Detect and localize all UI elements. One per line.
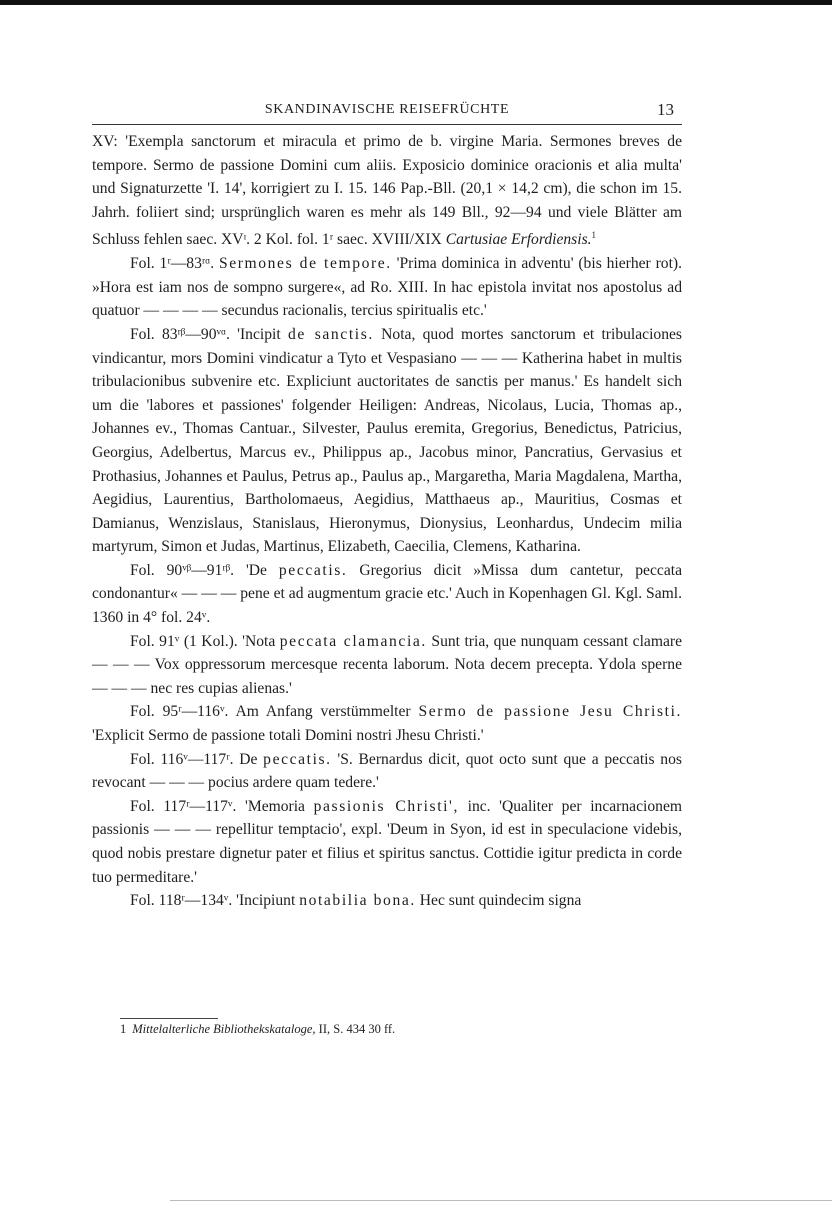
footnote — [120, 1020, 395, 1038]
paragraph-text: 'Explicit Sermo de passione totali Domini nostri Jhesu Christi.' — [92, 727, 484, 745]
paragraph-fol-1 — [92, 252, 682, 323]
running-title: SKANDINAVISCHE REISEFRÜCHTE — [264, 102, 510, 117]
paragraph-text: Hec sunt quindecim signa — [419, 892, 582, 910]
folio-reference: Fol. 95ʳ—116ᵛ. Am Anfang verstümmelter — [130, 703, 411, 721]
italic-text: Cartusiae Erfordiensis. — [445, 231, 592, 249]
paragraph-fol-116 — [92, 748, 682, 795]
paragraph-fol-117 — [92, 795, 682, 889]
footnote-reference: 1 — [591, 230, 597, 241]
spaced-heading: peccatis. — [263, 750, 332, 768]
folio-reference: Fol. 117ʳ—117ᵛ. 'Memoria — [130, 797, 305, 815]
folio-reference: Fol. 91ᵛ (1 Kol.). 'Nota — [130, 632, 276, 650]
paragraph-continuation — [92, 130, 682, 252]
spaced-heading: peccatis. — [278, 561, 348, 579]
page-top-edge — [0, 0, 832, 5]
spaced-heading: peccata clamancia. — [279, 632, 427, 650]
folio-reference: Fol. 83ʳᵝ—90ᵛᵅ. 'Incipit — [130, 325, 281, 343]
paragraph-text: inc. 'Qualiter per incarnacionem passionis — — — repellitur temptacio', expl. 'Deum in Syon, id est in speculacione videbis, quod nobis prestare dignetur pater et filius et spiritus sanctus. Cottidie igitur predicta in corde tuo permeditare.' — [92, 797, 682, 886]
page-bottom-edge — [170, 1200, 832, 1201]
paragraph-fol-118 — [92, 889, 682, 913]
footnote-rule — [120, 1018, 218, 1019]
paragraph-text: XV: 'Exempla sanctorum et miracula et primo de b. virgine Maria. Sermones breves de tempore. Sermo de passione Domini cum aliis. Exposicio dominice oracionis et alia multa' und Signaturzette 'I. 14', korrigiert zu I. 15. 146 Pap.-Bll. (20,1 × 14,2 cm), die schon im 15. Jahrh. foliiert sind; ursprünglich waren es mehr als 149 Bll., 92—94 und viele Blätter am Schluss fehlen saec. XVᶦ. 2 Kol. fol. 1ʳ saec. XVIII/XIX — [92, 133, 682, 249]
footnote-ref: II, S. 434 30 ff. — [318, 1022, 396, 1036]
paragraph-text: Gregorius dicit »Missa dum cantetur, peccata condonantur« — — — pene et ad augmentum gracie etc.' Auch in Kopenhagen Gl. Kgl. Saml. 1360 in 4° fol. 24ᵛ. — [92, 561, 682, 627]
paragraph-text: 'S. Bernardus dicit, quot octo sunt que a peccatis nos revocant — — — pocius ardere quam tedere.' — [92, 750, 682, 792]
folio-reference: Fol. 90ᵛᵝ—91ʳᵝ. 'De — [130, 561, 267, 579]
paragraph-text: Nota, quod mortes sanctorum et tribulaciones vindicantur, mors Domini vindicatur a Tyto et Vespasiano — — — Katherina habet in multis tribulacionibus subvenire etc. Expliciunt auctoritates de sanctis per manus.' Es handelt sich um die 'labores et passiones' folgender Heiligen: Andreas, Nicolaus, Lucia, Thomas ap., Johannes ev., Thomas Cantuar., Silvester, Paulus eremita, Gregorius, Benedictus, Patricius, Georgius, Adelbertus, Marcus ev., Philippus ap., Jacobus minor, Pancratius, Gervasius et Prothasius, Johannes et Paulus, Petrus ap., Paulus ap., Margaretha, Maria Magdalena, Martha, Aegidius, Laurentius, Bartholomaeus, Aegidius, Matthaeus ap., Mauritius, Cosmas et Damianus, Wenzislaus, Stanislaus, Hieronymus, Dionysius, Leonhardus, Undecim milia martyrum, Simon et Judas, Martinus, Elizabeth, Caecilia, Clemens, Katharina. — [92, 325, 683, 556]
paragraph-text: Sunt tria, que nunquam cessant clamare — — — Vox oppressorum mercesque recenta laborum. Nota decem precepta. Ydola sperne — — — nec res cupias alienas.' — [92, 632, 682, 697]
main-text — [92, 130, 682, 913]
paragraph-fol-83 — [92, 323, 682, 559]
spaced-heading: Sermones de tempore. — [218, 255, 392, 273]
page-number: 13 — [657, 100, 674, 119]
folio-reference: Fol. 118ʳ—134ᵛ. 'Incipiunt — [130, 892, 296, 910]
spaced-heading: de sanctis. — [287, 325, 374, 343]
folio-reference: Fol. 116ᵛ—117ʳ. De — [130, 750, 258, 768]
paragraph-fol-95 — [92, 700, 682, 747]
spaced-heading: passionis Christi', — [313, 797, 459, 815]
paragraph-fol-91 — [92, 630, 682, 701]
footnote-title: Mittelalterliche Bibliothekskataloge, — [132, 1022, 316, 1036]
running-header — [92, 100, 682, 122]
spaced-heading: notabilia bona. — [299, 892, 416, 910]
footnote-mark: 1 — [120, 1022, 127, 1036]
spaced-heading: Sermo de passione Jesu Christi. — [418, 703, 682, 721]
folio-reference: Fol. 1ʳ—83ʳᵅ. — [130, 255, 215, 273]
header-rule — [92, 124, 682, 125]
paragraph-fol-90 — [92, 559, 682, 630]
paragraph-text: 'Prima dominica in adventu' (bis hierher rot). »Hora est iam nos de sompno surgere«, ad Ro. XIII. In hac epistola invitat nos apostolus ad quatuor — — — — secundus racionalis, tercius spiritualis etc.' — [92, 255, 682, 320]
